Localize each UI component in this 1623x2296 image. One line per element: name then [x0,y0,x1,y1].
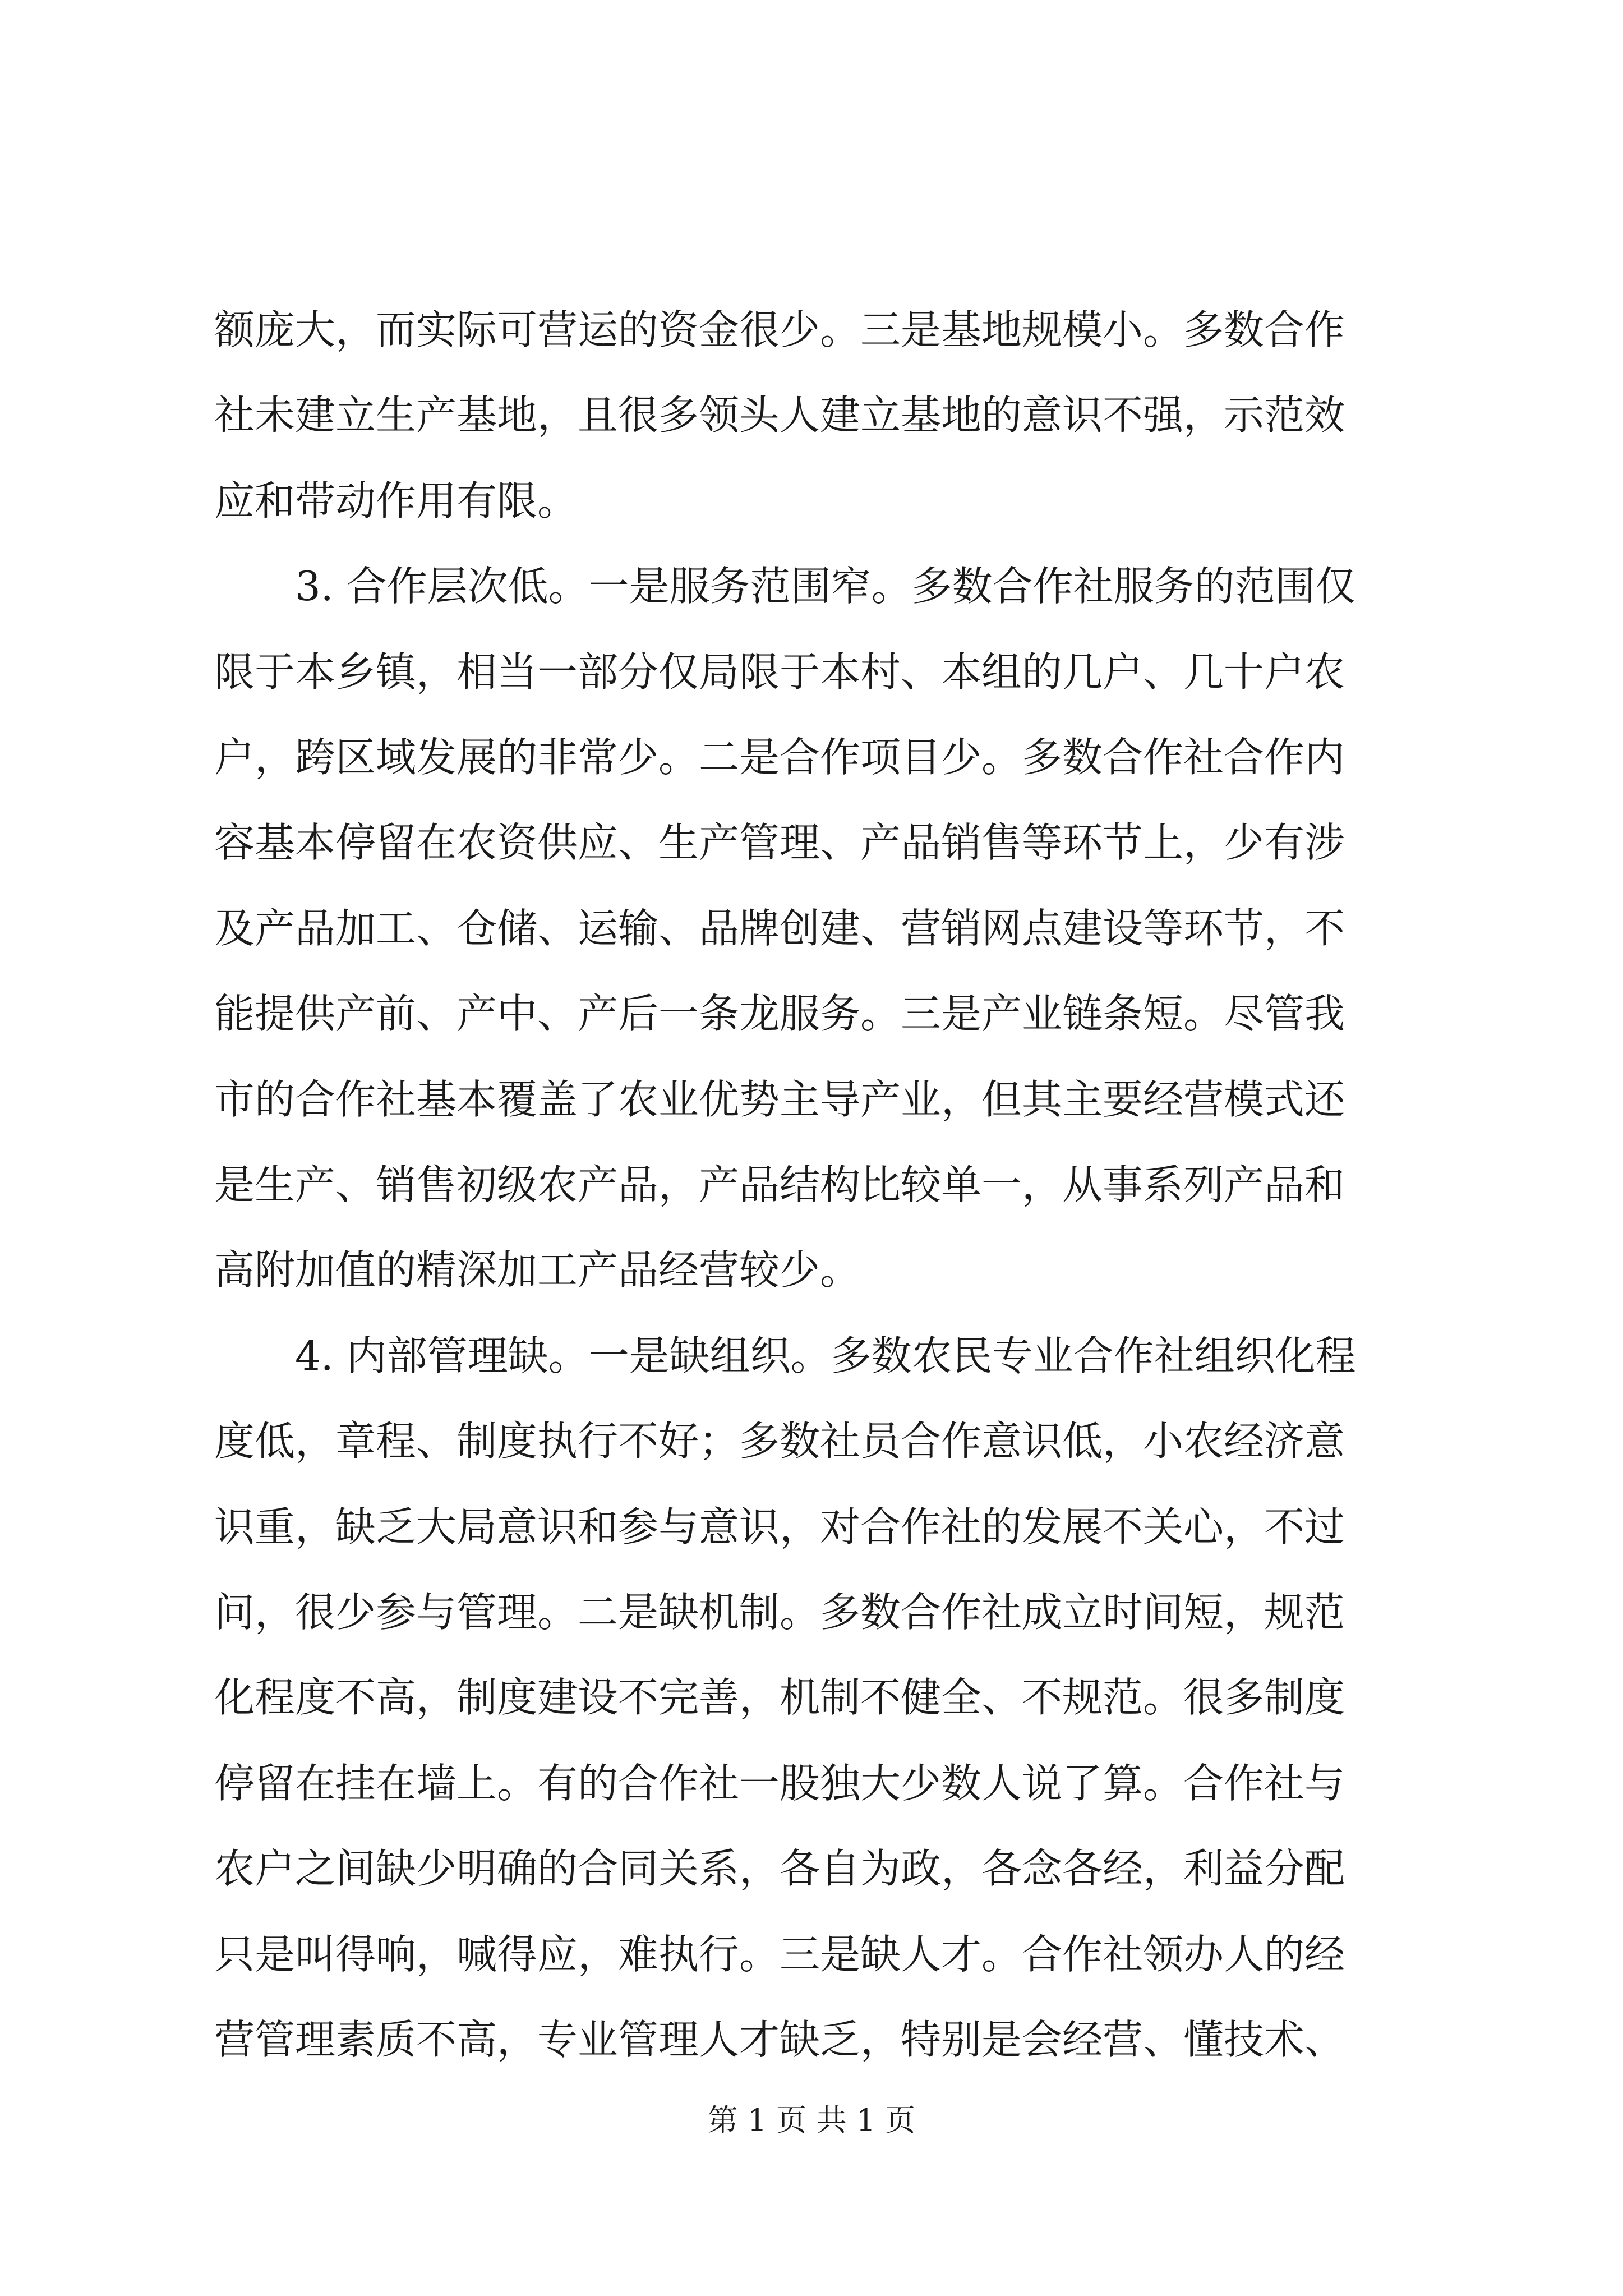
text-line: 3. 合作层次低。一是服务范围窄。多数合作社服务的范围仅 [295,563,1356,610]
text-line: 额庞大，而实际可营运的资金很少。三是基地规模小。多数合作 [214,306,1345,353]
text-line: 户，跨区域发展的非常少。二是合作项目少。多数合作社合作内 [214,734,1345,781]
text-line: 化程度不高，制度建设不完善，机制不健全、不规范。很多制度 [214,1674,1345,1721]
text-line: 容基本停留在农资供应、生产管理、产品销售等环节上，少有涉 [214,819,1345,866]
text-line: 营管理素质不高，专业管理人才缺乏，特别是会经营、懂技术、 [214,2016,1345,2063]
text-line: 农户之间缺少明确的合同关系，各自为政，各念各经，利益分配 [214,1845,1345,1892]
page-number-footer: 第 1 页 共 1 页 [707,2102,916,2138]
text-line: 度低，章程、制度执行不好；多数社员合作意识低，小农经济意 [214,1418,1345,1465]
text-line: 问，很少参与管理。二是缺机制。多数合作社成立时间短，规范 [214,1589,1345,1636]
text-line: 社未建立生产基地，且很多领头人建立基地的意识不强，示范效 [214,392,1345,439]
text-line: 能提供产前、产中、产后一条龙服务。三是产业链条短。尽管我 [214,990,1345,1037]
text-line: 识重，缺乏大局意识和参与意识，对合作社的发展不关心，不过 [214,1503,1345,1550]
text-line: 及产品加工、仓储、运输、品牌创建、营销网点建设等环节，不 [214,905,1345,952]
text-line: 市的合作社基本覆盖了农业优势主导产业，但其主要经营模式还 [214,1076,1345,1123]
text-line: 高附加值的精深加工产品经营较少。 [214,1246,861,1294]
text-line: 是生产、销售初级农产品，产品结构比较单一，从事系列产品和 [214,1161,1345,1208]
text-line: 只是叫得响，喊得应，难执行。三是缺人才。合作社领办人的经 [214,1931,1345,1978]
text-line: 4. 内部管理缺。一是缺组织。多数农民专业合作社组织化程 [295,1332,1356,1379]
text-line: 应和带动作用有限。 [214,477,578,524]
text-line: 限于本乡镇，相当一部分仅局限于本村、本组的几户、几十户农 [214,648,1345,696]
text-line: 停留在挂在墙上。有的合作社一股独大少数人说了算。合作社与 [214,1760,1345,1807]
